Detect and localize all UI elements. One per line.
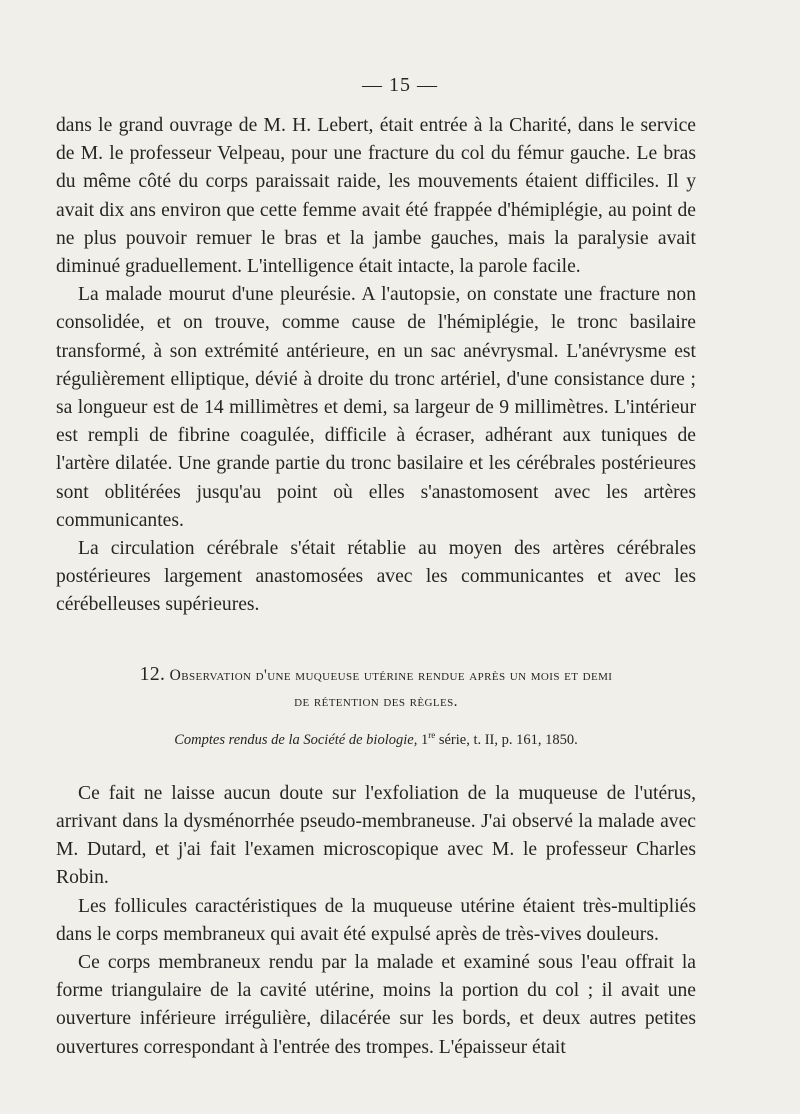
citation-series-sup: re (428, 729, 436, 740)
citation-source: Comptes rendus de la Société de biologie, (174, 731, 418, 748)
paragraph-4: Ce fait ne laisse aucun doute sur l'exfoliation de la muqueuse de l'utérus, arrivant dans la dysménorrhée pseudo-membraneuse. J'ai observé la malade avec M. Dutard, et j'ai fait l'examen microscopique avec M. le professeur Charles Robin. (56, 782, 696, 889)
paragraph-5: Les follicules caractéristiques de la muqueuse utérine étaient très-multipliés dans le corps membraneux qui avait été expulsé après de très-vives douleurs. (56, 895, 696, 945)
paragraph-6: Ce corps membraneux rendu par la malade et examiné sous l'eau offrait la forme triangulaire de la cavité utérine, moins la portion du col ; il avait une ouverture inférieure irrégulière, dilacérée sur les bords, et deux autres petites ouvertures correspondant à l'entrée des trompes. L'épaisseur était (56, 951, 696, 1058)
citation-series-num: 1 (420, 731, 429, 748)
page-number: — 15 — (362, 74, 438, 96)
paragraph-2: La malade mourut d'une pleurésie. A l'autopsie, on constate une fracture non consolidée, et on trouve, comme cause de l'hémiplégie, le tronc basilaire transformé, à son extrémité antérieure, en un sac anévrysmal. L'anévrysme est régulièrement elliptique, dévié à droite du tronc artériel, d'une consistance dure ; sa longueur est de 14 millimètres et demi, sa largeur de 9 millimètres. L'intérieur est rempli de fibrine coagulée, difficile à écraser, adhérant aux tuniques de l'artère dilatée. Une grande partie du tronc basilaire et les cérébrales postérieures sont oblitérées jusqu'au point où elles s'anastomosent avec les artères communicantes. (56, 284, 696, 531)
section-title-line-2: de rétention des règles. (294, 692, 458, 710)
citation-rest: série, t. II, p. 161, 1850. (435, 731, 578, 748)
paragraph-3: La circulation cérébrale s'était rétablie au moyen des artères cérébrales postérieures largement anastomosées avec les communicantes et avec les cérébelleuses supérieures. (56, 538, 696, 616)
citation (56, 721, 696, 754)
section-heading (56, 662, 696, 715)
body-text (56, 112, 696, 1062)
section-heading-line-1 (56, 662, 696, 689)
section-title-line-1: Observation d'une muqueuse utérine rendue après un mois et demi (169, 666, 613, 684)
section-number: 12. (139, 663, 166, 685)
paragraph-1: dans le grand ouvrage de M. H. Lebert, était entrée à la Charité, dans le service de M. le professeur Velpeau, pour une fracture du col du fémur gauche. Le bras du même côté du corps paraissait raide, les mouvements étaient difficiles. Il y avait dix ans environ que cette femme avait été frappée d'hémiplégie, au point de ne plus pouvoir remuer le bras et la jambe gauches, mais la paralysie avait diminué graduellement. L'intelligence était intacte, la parole facile. (56, 115, 696, 278)
